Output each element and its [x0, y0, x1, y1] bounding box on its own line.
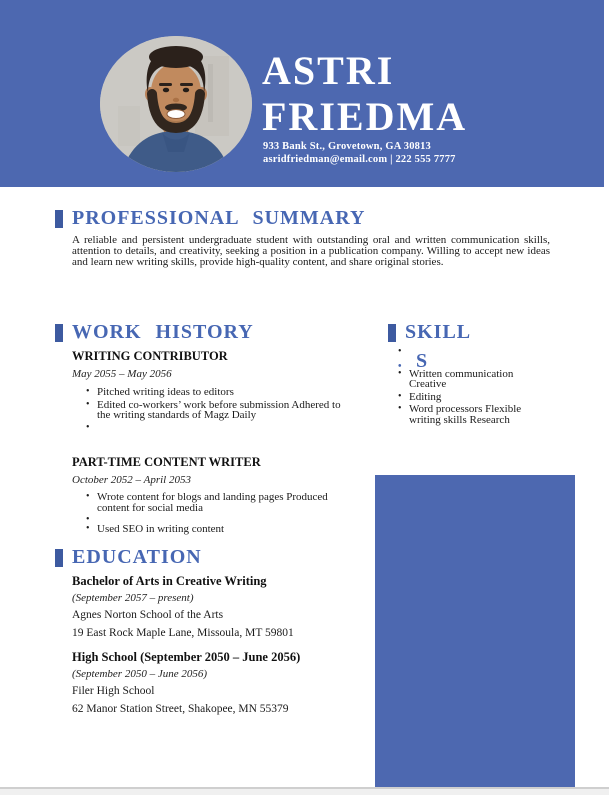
header-contact: asridfriedman@email.com | 222 555 7777: [263, 154, 456, 165]
bullet-item-empty: [86, 515, 354, 522]
education-address-1: 19 East Rock Maple Lane, Missoula, MT 59801: [72, 627, 294, 639]
decorative-blue-rectangle: [375, 475, 575, 787]
education-section-marker: [55, 549, 63, 567]
skills-heading: SKILL: [405, 321, 472, 343]
job-title-writing-contributor: WRITING CONTRIBUTOR: [72, 349, 228, 363]
page-bottom-edge: [0, 787, 609, 795]
summary-heading: PROFESSIONAL SUMMARY: [72, 207, 366, 229]
skills-section-marker: [388, 324, 396, 342]
name-line-1: ASTRI: [262, 48, 395, 93]
job-dates-writing-contributor: May 2055 – May 2056: [72, 368, 172, 380]
bullet-item: • Wrote content for blogs and landing pages Produced content for social media: [86, 492, 354, 513]
summary-body: A reliable and persistent undergraduate student with outstanding oral and written communication skills, attention to details, and creativity, seeking a position in a publication company. Willing to accept new ideas and learn new writing skills, provide high-quality content, and share original stories.: [72, 234, 550, 268]
education-school-1: Agnes Norton School of the Arts: [72, 609, 224, 621]
education-address-2: 62 Manor Station Street, Shakopee, MN 55379: [72, 703, 289, 715]
bullet-item-empty: [86, 423, 354, 430]
summary-section-marker: [55, 210, 63, 228]
job-title-content-writer: PART-TIME CONTENT WRITER: [72, 455, 261, 469]
name-line-2: FRIEDMA: [262, 94, 468, 139]
portrait-illustration: [100, 36, 252, 172]
work-history-heading: WORK HISTORY: [72, 321, 254, 343]
job-dates-content-writer: October 2052 – April 2053: [72, 474, 191, 486]
profile-photo: [100, 36, 252, 172]
skill-item: • Editing: [398, 392, 530, 403]
education-heading: EDUCATION: [72, 546, 202, 568]
bullet-item: • Edited co-workers’ work before submission Adhered to the writing standards of Magz Daily: [86, 400, 354, 421]
education-dates-1: (September 2057 – present): [72, 592, 194, 604]
bullet-item: • Pitched writing ideas to editors: [86, 387, 354, 398]
education-dates-2: (September 2050 – June 2056): [72, 668, 208, 680]
job-bullets-writing-contributor: [86, 387, 354, 432]
header-address: 933 Bank St., Grovetown, GA 30813: [263, 141, 432, 152]
bullet-item: • Used SEO in writing content: [86, 524, 354, 535]
skill-item: • Word processors Flexible writing skills Research: [398, 404, 530, 425]
candidate-name: [262, 48, 467, 140]
job-bullets-content-writer: [86, 492, 354, 537]
skills-list: [398, 347, 530, 427]
education-school-2: Filer High School: [72, 685, 155, 697]
skill-item: • Written communication Creative: [398, 369, 530, 390]
education-degree-1: Bachelor of Arts in Creative Writing: [72, 574, 267, 588]
education-degree-2: High School (September 2050 – June 2056): [72, 650, 301, 664]
work-history-section-marker: [55, 324, 63, 342]
skill-item-heading-overflow: • S: [398, 356, 530, 367]
